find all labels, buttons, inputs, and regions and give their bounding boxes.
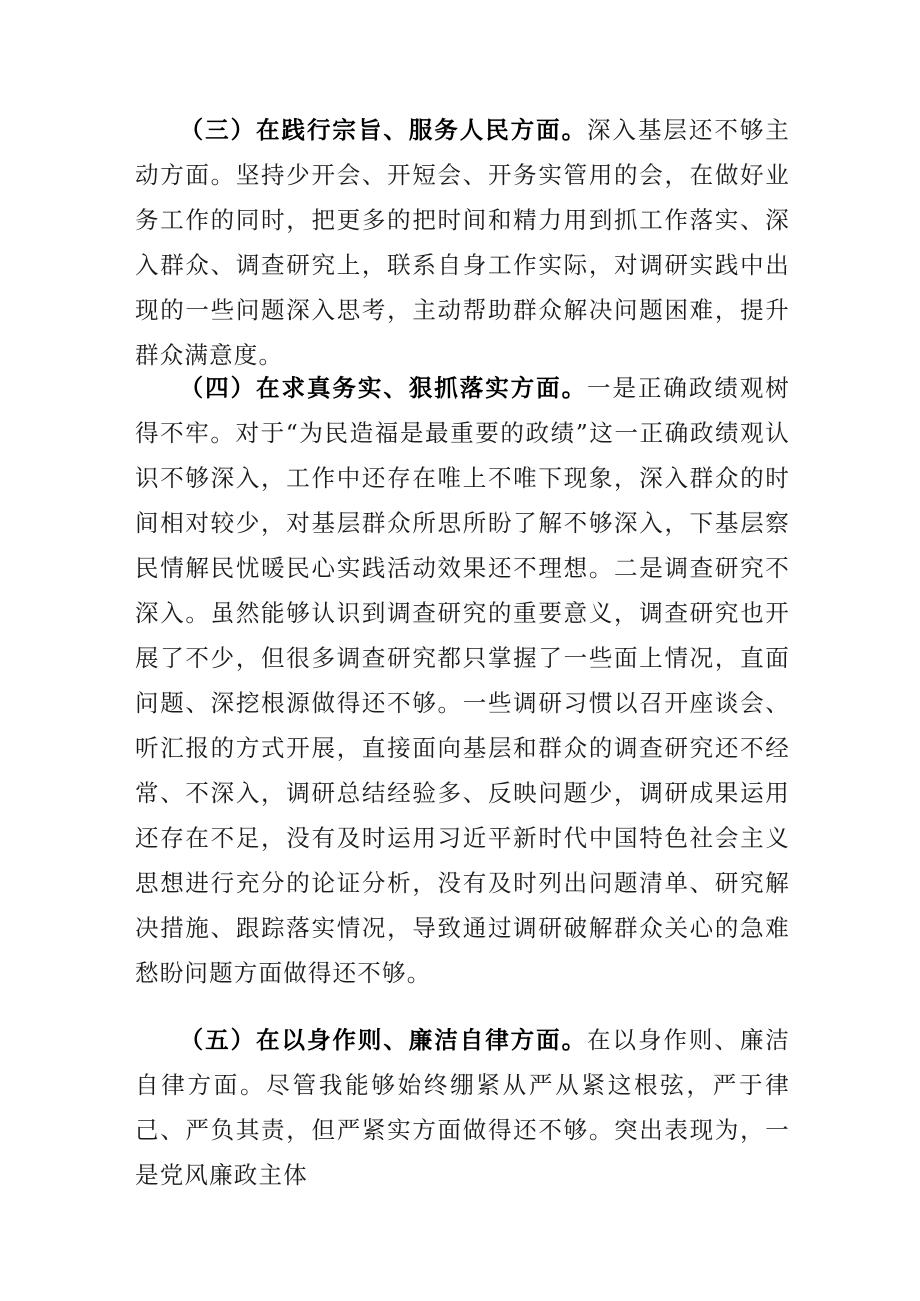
paragraph-heading: （三）在践行宗旨、服务人民方面。 [179, 116, 588, 144]
paragraph-self-discipline [135, 1018, 790, 1198]
paragraph-service-people [135, 108, 790, 378]
paragraph-body: 深入基层还不够主动方面。坚持少开会、开短会、开务实管用的会，在做好业务工作的同时，把更多的把时间和精力用到抓工作落实、深入群众、调查研究上，联系自身工作实际，对调研实践中出现的一些问题深入思考，主动帮助群众解决问题困难，提升群众满意度。 [135, 116, 790, 369]
paragraph-body: 在以身作则、廉洁自律方面。尽管我能够始终绷紧从严从紧这根弦，严于律己、严负其责，但严紧实方面做得还不够。突出表现为，一是党风廉政主体 [135, 1026, 790, 1189]
paragraph-heading: （五）在以身作则、廉洁自律方面。 [179, 1026, 588, 1054]
paragraph-body: 一是正确政绩观树得不牢。对于“为民造福是最重要的政绩”这一正确政绩观认识不够深入，工作中还存在唯上不唯下现象，深入群众的时间相对较少，对基层群众所思所盼了解不够深入，下基层察民情解民忧暖民心实践活动效果还不理想。二是调查研究不深入。虽然能够认识到调查研究的重要意义，调查研究也开展了不少，但很多调查研究都只掌握了一些面上情况，直面问题、深挖根源做得还不够。一些调研习惯以召开座谈会、听汇报的方式开展，直接面向基层和群众的调查研究还不经常、不深入，调研总结经验多、反映问题少，调研成果运用还存在不足，没有及时运用习近平新时代中国特色社会主义思想进行充分的论证分析，没有及时列出问题清单、研究解决措施、跟踪落实情况，导致通过调研破解群众关心的急难愁盼问题方面做得还不够。 [135, 374, 790, 987]
paragraph-truth-seeking [135, 366, 790, 996]
paragraph-heading: （四）在求真务实、狠抓落实方面。 [179, 374, 588, 402]
